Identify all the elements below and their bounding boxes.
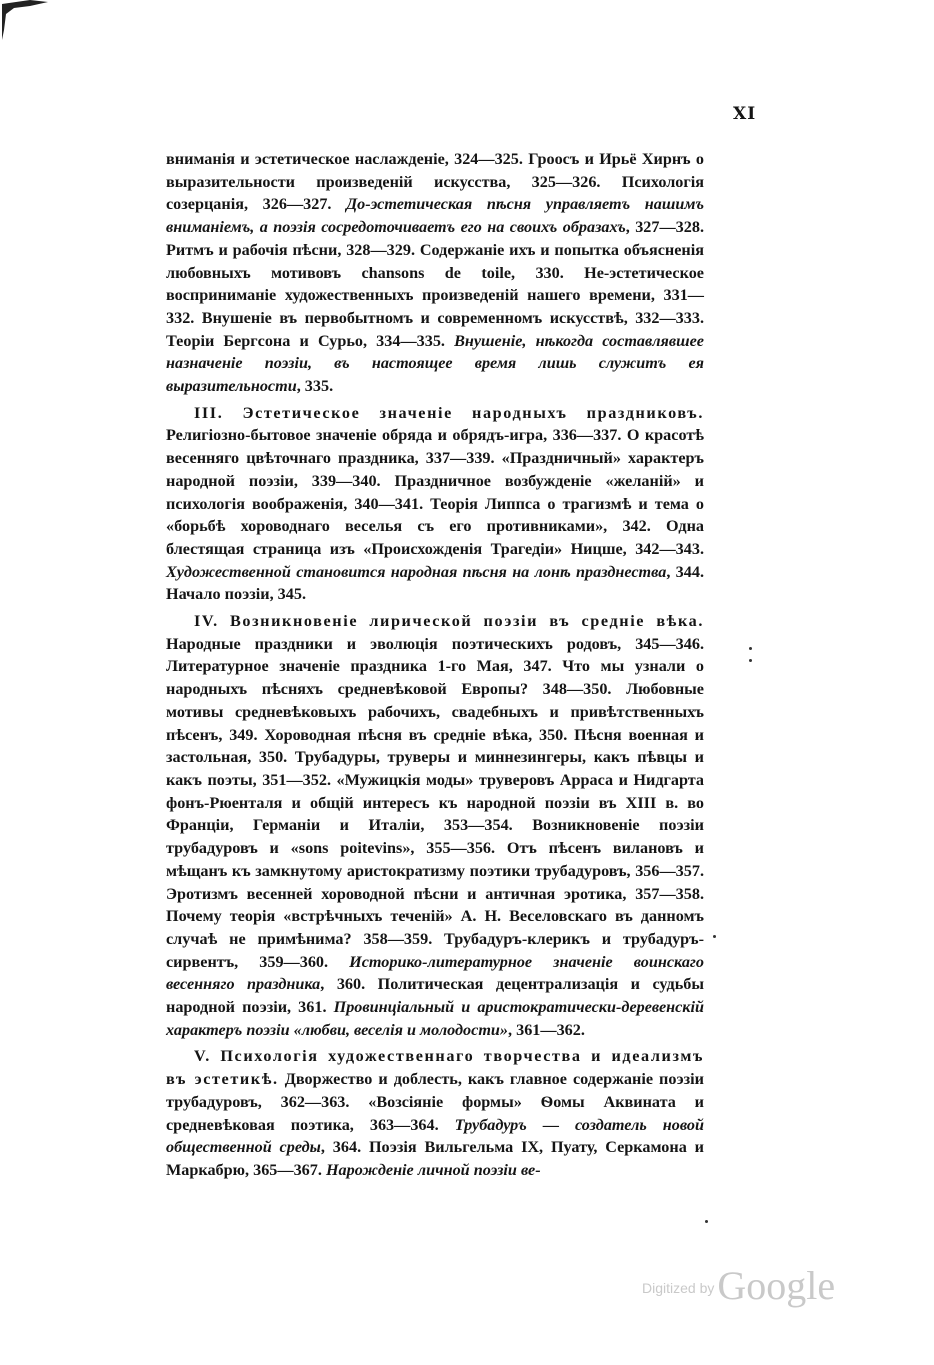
text-segment: , 360. Политическая децентрализація и судьбы народной поэзіи, 361. <box>166 975 704 1017</box>
text-segment: Религіозно-бытовое значеніе обряда и обрядъ-игра, 336—337. О красотѣ весенняго цвѣточнаго праздника, 337—339. «Праздничный» характеръ народной поэзіи, 339—340. Праздничное возбужденіе «желаній» и психологія воображенія, 340—341. Теорія Липпса о трагизмѣ и тема о «борьбѣ хороводнаго веселья съ его противниками», 342. Одна блестящая страница изъ «Происхожденія Трагедіи» Ницше, 342—343. <box>166 426 704 558</box>
digitized-watermark <box>642 1262 835 1309</box>
section-heading: IV. Возникновеніе лирической поэзіи въ средніе вѣка. <box>194 612 704 631</box>
text-segment: Дворжество и доблесть, какъ главное содержаніе поэзіи трубадуровъ, 362—363. «Возсіяніе формы» Ѳомы Аквината и средневѣковая поэтика, 363—364. <box>166 1070 704 1134</box>
text-segment: , 335. <box>296 377 334 396</box>
italic-segment: Внушеніе, нѣкогда составлявшее назначеніе поэзіи, въ настоящее время лишь служитъ ея выразительности <box>166 331 704 396</box>
section-heading: V. Психологія художественнаго творчества и идеализмъ въ эстетикѣ. <box>166 1047 704 1089</box>
text-segment: вниманія и эстетическое наслажденіе, 324—325. Гроосъ и Ирьё Хирнъ о выразительности произведеній искусства, 325—326. Психологія созерцанія, 326—327. <box>166 150 704 214</box>
scan-speck <box>749 647 752 650</box>
italic-segment: Трубадуръ — создатель новой общественной среды <box>166 1115 704 1157</box>
paragraph-1 <box>166 148 704 398</box>
text-segment: , 364. Поэзія Вильгельма IX, Пуату, Серкамона и Маркабрю, 365—367. <box>166 1138 704 1179</box>
italic-segment: Провинціальный и аристократически-деревенскій характеръ поэзіи «любви, веселія и молодости» <box>166 998 704 1039</box>
text-segment: , 361—362. <box>508 1020 585 1039</box>
scan-speck <box>705 1220 708 1223</box>
italic-segment: Историко-литературное значеніе воинскаго весенняго праздника <box>166 952 704 994</box>
watermark-logo-text: Google <box>717 1263 836 1308</box>
scan-artifact-mark <box>0 0 50 40</box>
paragraph-section-4 <box>166 610 704 1041</box>
table-of-contents-text <box>166 148 704 1186</box>
text-segment: , 327—328. Ритмъ и рабочія пѣсни, 328—329. Содержаніе ихъ и попытка объясненія любовныхъ мотивовъ chansons de toile, 330. Не-эстетическое восприниманіе художественныхъ произведеній нашего времени, 331—332. Внушеніе въ первобытномъ и современномъ искусствѣ, 332—333. Теоріи Бергсона и Сурьо, 334—335. <box>166 218 705 350</box>
paragraph-section-5 <box>166 1045 704 1181</box>
italic-segment: Художественной становится народная пѣсня на лонѣ празднества <box>166 562 667 581</box>
italic-segment: До-эстетическая пѣсня управляетъ нашимъ вниманіемъ, а поэзія сосредоточиваетъ его на своихъ образахъ <box>166 195 704 237</box>
paragraph-section-3 <box>166 402 704 606</box>
scan-speck <box>749 659 752 662</box>
text-segment: , 344. Начало поэзіи, 345. <box>166 562 704 604</box>
section-heading: III. Эстетическое значеніе народныхъ праздниковъ. <box>194 403 704 422</box>
page-number: XI <box>733 104 757 124</box>
scan-speck <box>713 935 716 938</box>
italic-segment: Нарожденіе личной поэзіи ве- <box>325 1160 541 1179</box>
text-segment: Народные праздники и эволюція поэтическихъ родовъ, 345—346. Литературное значеніе праздника 1-го Мая, 347. Что мы узнали о народныхъ пѣсняхъ средневѣковой Европы? 348—350. Любовные мотивы средневѣковыхъ рабочихъ, свадебныхъ и привѣтственныхъ пѣсенъ, 349. Хороводная пѣсня въ средніе вѣка, 350. Пѣсня военная и застольная, 350. Трубадуры, труверы и миннезингеры, какъ пѣвцы и какъ поэты, 351—352. «Мужицкія моды» труверовъ Арраса и Нидгарта фонъ-Рюенталя и общій интересъ къ народной поэзіи въ XIII в. во Франціи, Германіи и Италіи, 353—354. Возникновеніе поэзіи трубадуровъ и «sons poitevins», 355—356. Отъ пѣсенъ вилановъ и мѣщанъ къ замкнутому аристократизму поэтики трубадуровъ, 356—357. Эротизмъ весенней хороводной пѣсни и античная эротика, 357—358. Почему теорія «встрѣчныхъ теченій» А. Н. Веселовскаго въ данномъ случаѣ не примѣнима? 358—359. Трубадуръ-клерикъ и трубадуръ-сирвентъ, 359—360. <box>166 634 704 971</box>
watermark-small-text: Digitized by <box>642 1280 715 1296</box>
